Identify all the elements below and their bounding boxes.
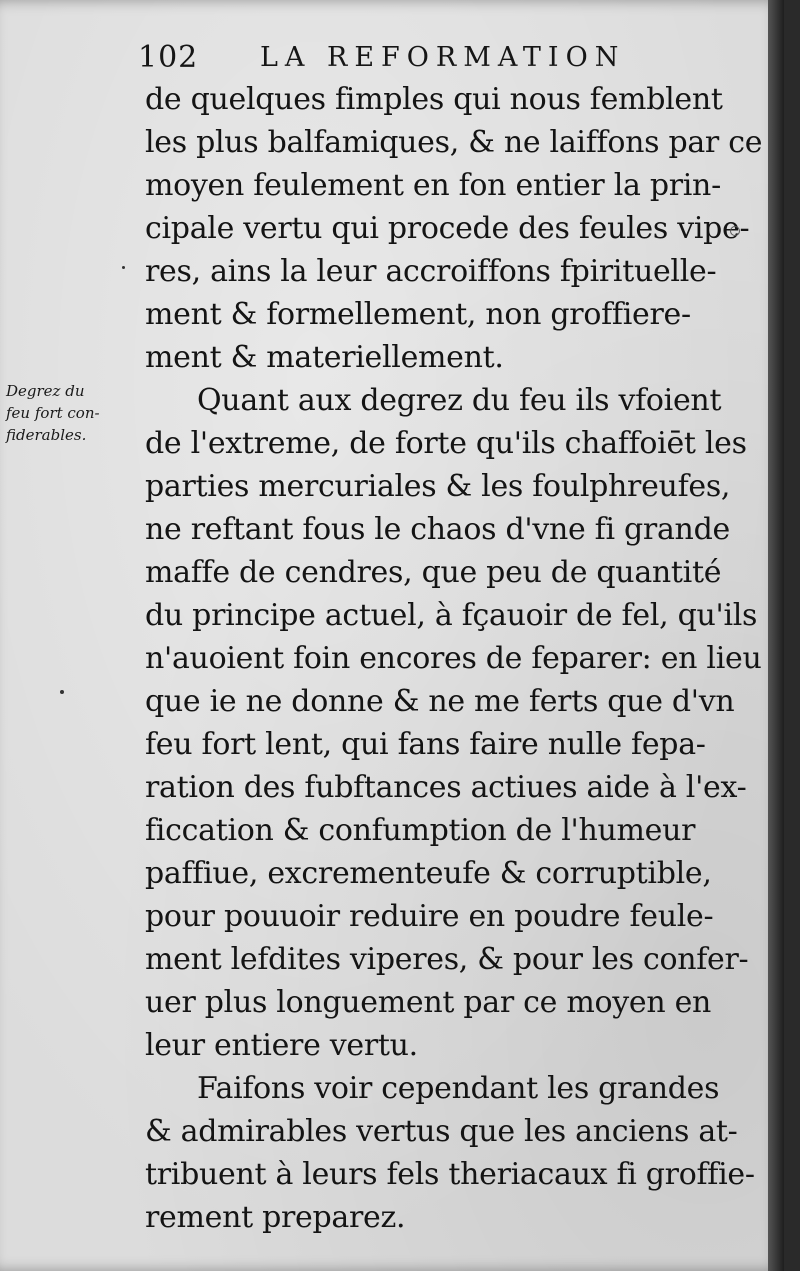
body-text [145,78,763,1239]
text-line: Quant aux degrez du feu ils vfoient [197,383,722,418]
text-line: du principe actuel, à fçauoir de fel, qu'ils [145,598,758,633]
page-spine-shadow [768,0,784,1271]
text-line: tribuent à leurs fels theriacaux fi groffie- [145,1157,755,1192]
text-line: pour pouuoir reduire en poudre feule- [145,899,714,934]
text-line: cipale vertu qui procede des feules vipe- [145,211,750,246]
marginal-note [6,380,136,446]
text-line: res, ains la leur accroiffons fpirituelle- [145,254,717,289]
paragraph-3 [145,1067,755,1239]
marginal-note-line: fiderables. [6,426,87,444]
paragraph-2 [145,379,762,1067]
text-line: ne reftant fous le chaos d'vne fi grande [145,512,730,547]
text-line: ment & materiellement. [145,340,504,375]
paper-speck [122,266,125,269]
text-line: & admirables vertus que les anciens at- [145,1114,738,1149]
text-line: paffiue, excrementeufe & corruptible, [145,856,712,891]
text-line: ment lefdites viperes, & pour les confer- [145,942,749,977]
text-line: maffe de cendres, que peu de quantité [145,555,722,590]
text-line: Faifons voir cependant les grandes [197,1071,720,1106]
text-line: de l'extreme, de forte qu'ils chaffoiēt les [145,426,747,461]
text-line: ficcation & confumption de l'humeur [145,813,696,848]
paragraph-1 [145,78,763,379]
text-line: ration des fubftances actiues aide à l'ex- [145,770,747,805]
text-line: que ie ne donne & ne me ferts que d'vn [145,684,735,719]
marginal-note-line: Degrez du [6,382,85,400]
text-line: de quelques fimples qui nous femblent [145,82,723,117]
text-line: leur entiere vertu. [145,1028,418,1063]
page-header [138,38,698,78]
text-line: n'auoient foin encores de feparer: en lieu [145,641,762,676]
text-line: les plus balfamiques, & ne laiffons par ce [145,125,763,160]
text-line: feu fort lent, qui fans faire nulle fepa- [145,727,706,762]
paper-speck [60,690,64,694]
text-line: uer plus longuement par ce moyen en [145,985,712,1020]
text-line: ment & formellement, non groffiere- [145,297,691,332]
text-line: moyen feulement en fon entier la prin- [145,168,721,203]
text-line: parties mercuriales & les foulphreufes, [145,469,731,504]
page-number: 102 [138,40,199,75]
running-head: LA REFORMATION [260,42,626,73]
paper-speck [730,226,740,236]
marginal-note-line: feu fort con- [6,404,100,422]
text-line: rement preparez. [145,1200,406,1235]
